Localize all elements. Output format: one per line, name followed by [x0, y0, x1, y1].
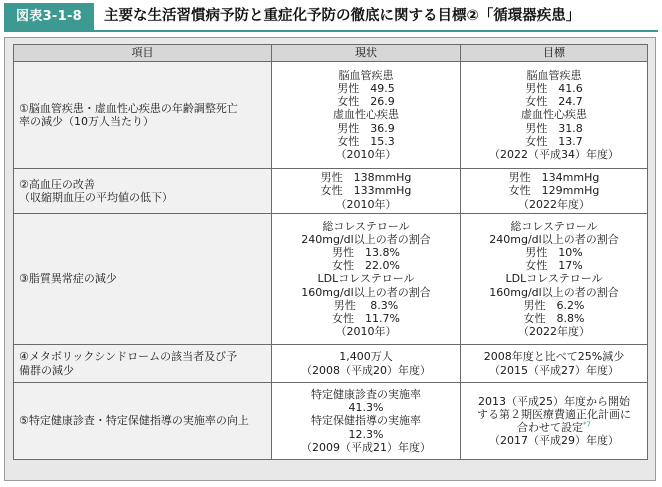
item-line: ⑤特定健康診査・特定保健指導の実施率の向上: [19, 414, 249, 428]
goals-table: [13, 44, 648, 460]
target-line: 総コレステロール: [510, 219, 598, 233]
current-line: 脳血管疾患: [338, 68, 394, 82]
current-line: 女性 133mmHg: [320, 184, 412, 198]
table-row: [14, 383, 648, 460]
figure-title: 主要な生活習慣病予防と重症化予防の徹底に関する目標②「循環器疾患」: [104, 8, 581, 24]
item-cell: [14, 345, 272, 383]
current-line: 男性 138mmHg: [320, 171, 412, 185]
current-line: 男性 49.5: [337, 81, 395, 95]
current-line: 特定健康診査の実施率: [311, 387, 421, 401]
table-row: [14, 62, 648, 169]
target-line: 2008年度と比べて25%減少: [483, 350, 625, 364]
current-cell: [272, 214, 461, 345]
current-line: 240mg/dl以上の者の割合: [301, 232, 431, 246]
target-line-text: 合わせて設定: [517, 421, 584, 434]
target-line: （2022年度）: [518, 197, 590, 211]
current-line: 41.3%: [348, 401, 384, 415]
target-line: する第２期医療費適正化計画に: [477, 407, 631, 421]
target-line: 2013（平成25）年度から開始: [478, 394, 630, 408]
current-line: （2010年）: [335, 325, 397, 339]
item-line: 備群の減少: [19, 363, 74, 377]
current-line: 男性 8.3%: [333, 298, 399, 312]
header-row: [14, 45, 648, 62]
target-cell: [461, 62, 648, 169]
item-line: ③脂質異常症の減少: [19, 272, 117, 286]
current-line: 1,400万人: [339, 350, 393, 364]
table-row: [14, 345, 648, 383]
current-line: 特定保健指導の実施率: [311, 414, 421, 428]
table-frame: [4, 37, 656, 481]
current-line: （2010年）: [335, 197, 397, 211]
target-line: 女性 24.7: [525, 95, 583, 109]
target-cell: [461, 169, 648, 214]
current-line: 160mg/dl以上の者の割合: [301, 285, 431, 299]
item-line: 率の減少（10万人当たり）: [19, 115, 154, 128]
current-cell: [272, 169, 461, 214]
header-item: 項目: [14, 45, 272, 62]
target-line: 男性 6.2%: [523, 298, 585, 312]
item-line: （収縮期血圧の平均値の低下）: [19, 191, 173, 204]
current-line: 女性 15.3: [337, 134, 395, 148]
current-line: 男性 13.8%: [332, 245, 400, 259]
footnote-ref: *7: [583, 420, 591, 429]
target-line: 女性 17%: [525, 259, 583, 273]
current-line: （2009（平成21）年度）: [301, 440, 431, 454]
target-line: 女性 13.7: [525, 134, 583, 148]
current-line: 虚血性心疾患: [333, 108, 399, 122]
current-cell: [272, 62, 461, 169]
target-line: 男性 10%: [525, 245, 583, 259]
current-cell: [272, 345, 461, 383]
item-line: ④メタボリックシンドロームの該当者及び予: [19, 350, 238, 364]
header-current: 現状: [272, 45, 461, 62]
target-cell: [461, 383, 648, 460]
header-rule: [4, 30, 658, 32]
item-cell: [14, 214, 272, 345]
current-line: 12.3%: [348, 427, 384, 441]
target-line: LDLコレステロール: [505, 272, 603, 286]
item-line: ②高血圧の改善: [19, 177, 95, 191]
table-row: [14, 214, 648, 345]
item-cell: [14, 169, 272, 214]
figure-label: 図表3-1-8: [4, 3, 94, 30]
current-line: 女性 22.0%: [332, 259, 400, 273]
current-cell: [272, 383, 461, 460]
current-line: LDLコレステロール: [317, 272, 415, 286]
target-line: [465, 421, 643, 434]
target-line: 240mg/dl以上の者の割合: [489, 232, 619, 246]
target-cell: [461, 214, 648, 345]
current-line: （2010年）: [335, 148, 397, 161]
item-cell: [14, 62, 272, 169]
current-line: 女性 26.9: [337, 95, 395, 109]
header-target: 目標: [461, 45, 648, 62]
target-cell: [461, 345, 648, 383]
current-line: 男性 36.9: [337, 121, 395, 135]
table-row: [14, 169, 648, 214]
target-line: 男性 31.8: [525, 121, 583, 135]
current-line: 女性 11.7%: [332, 312, 400, 325]
target-line: （2022年度）: [518, 325, 590, 339]
item-cell: [14, 383, 272, 460]
target-line: （2022（平成34）年度）: [489, 148, 619, 161]
item-line: ①脳血管疾患・虚血性心疾患の年齢調整死亡: [19, 101, 238, 115]
current-line: 総コレステロール: [322, 219, 410, 233]
target-line: （2017（平成29）年度）: [489, 434, 619, 448]
current-line: （2008（平成20）年度）: [301, 363, 431, 377]
figure-header: [4, 3, 658, 30]
target-line: 虚血性心疾患: [521, 108, 587, 122]
target-line: 男性 134mmHg: [508, 171, 600, 185]
target-line: 女性 129mmHg: [508, 184, 600, 198]
target-line: 女性 8.8%: [523, 312, 585, 325]
target-line: 男性 41.6: [525, 81, 583, 95]
target-line: 脳血管疾患: [526, 68, 582, 82]
target-line: 160mg/dl以上の者の割合: [489, 285, 619, 299]
target-line: （2015（平成27）年度）: [489, 363, 619, 377]
